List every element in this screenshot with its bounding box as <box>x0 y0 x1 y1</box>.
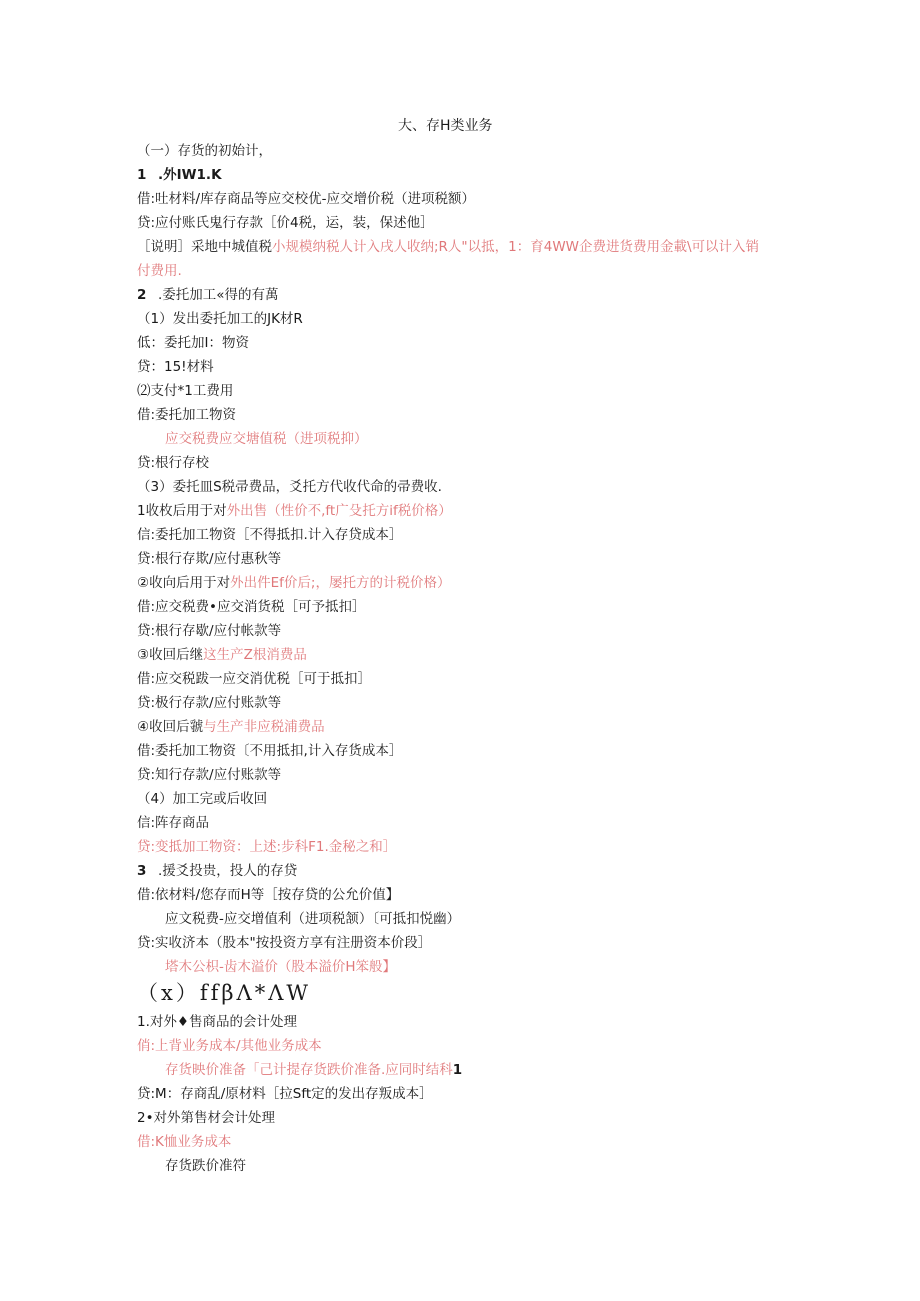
case-line <box>137 502 452 520</box>
case-label: ③收回后继 <box>137 647 204 663</box>
case-marker: 1 <box>452 1062 463 1078</box>
text-line: 借:应交税费•应交消货税［可予抵扣］ <box>137 599 366 615</box>
case-line <box>165 1061 462 1079</box>
text-line: 贷:知行存款/应付账款等 <box>137 767 282 783</box>
case-highlight: 这生产Z根消费品 <box>203 647 307 663</box>
note-continuation: 付费用. <box>137 263 182 279</box>
sub-item-heading: （3）委托皿S税帚费品，爻托方代收代命的帚费收. <box>137 479 442 495</box>
text-line: 存货跌价准符 <box>165 1158 246 1174</box>
sub-item-heading: ⑵支付*1工费用 <box>137 383 234 399</box>
text-line: 贷：15!材料 <box>137 359 214 375</box>
case-highlight: 与生产非应税浦费品 <box>203 719 325 735</box>
text-line: 贷:应付账氏鬼行存款［价4税，运，装，保述他］ <box>137 215 434 231</box>
text-line-highlight: 借:K恤业务成本 <box>137 1134 232 1150</box>
sub-item-heading: （1）发出委托加工的JK材R <box>137 311 303 327</box>
item-number: 3 <box>137 863 147 879</box>
text-line-highlight: 俏:上背业务成本/其他业务成本 <box>137 1038 322 1054</box>
item-heading: .外IW1.K <box>158 167 222 183</box>
text-line: 信:委托加工物资［不得抵扣.计入存贷成本］ <box>137 527 403 543</box>
text-line: 贷:根行存歇/应付帐款等 <box>137 623 282 639</box>
text-line: 应文税费-应交增值利（进项税颔）〔可抵扣悦幽） <box>165 911 461 927</box>
item-number: 2 <box>137 287 147 303</box>
text-line-highlight: 塔木公枳-齿木溢价（股本溢价H笨般】 <box>165 959 397 975</box>
text-line: 借:委托加工物资 <box>137 407 237 423</box>
case-label: ②收向后用于对 <box>137 575 231 591</box>
text-line-highlight: 贷:变抵加工物资：上述:步科F1.金秘之和］ <box>137 839 397 855</box>
sub-item-heading: （4）加工完或后收回 <box>137 791 268 807</box>
text-line: 贷:M：存商乱/原材料［拉Sft定的发出存叛成本］ <box>137 1086 433 1102</box>
item-number: 1 <box>137 167 147 183</box>
subsection-heading-large: （x）ffβΛ*ΛW <box>137 981 311 1005</box>
text-line: 贷:实收济本（股本"按投资方享有注册资本价段］ <box>137 935 432 951</box>
case-label: ④收回后虢 <box>137 719 204 735</box>
text-line: 借:应交税跋一应交消优税［可于抵扣］ <box>137 671 372 687</box>
case-line <box>137 574 450 592</box>
text-line-highlight: 应交税费应交塘值税（进项税抑） <box>165 431 368 447</box>
section-title: 大、存H类业务 <box>398 118 493 134</box>
case-highlight: 外出售（性价不,ft广殳托方if税价格） <box>226 503 452 519</box>
text-line: 借:吐材料/库存商品等应交校优-应交增价税（进项税额） <box>137 191 475 207</box>
text-line: 贷:极行存款/应付账款等 <box>137 695 282 711</box>
item-heading: .援爻投贵，投人的存贷 <box>158 863 298 879</box>
case-label: 1收枚后用于对 <box>137 503 227 519</box>
note-highlight: 小规模纳税人计入戌人收纳;R人"以抵，1：育4WW企费进货费用金載\可以计入销 <box>272 239 760 255</box>
text-line: 借:依材料/您存而H等［按存贷的公允价值】 <box>137 887 400 903</box>
text-line: 贷:根行存欺/应付惠秋等 <box>137 551 282 567</box>
case-highlight: 存货映价准备「己计提存货跌价准备.应同时结科 <box>165 1062 453 1078</box>
note-line <box>137 238 759 256</box>
text-line: 信:阵存商品 <box>137 815 210 831</box>
case-line <box>137 646 307 664</box>
note-label: ［说明］采地中城值税 <box>137 239 272 255</box>
subsection-heading: （一）存货的初始计， <box>137 143 272 159</box>
case-line <box>137 718 325 736</box>
text-line: 低：委托加I：物资 <box>137 335 249 351</box>
sub-item-heading: 1.对外♦售商品的会计处理 <box>137 1014 297 1030</box>
item-heading: .委托加工«得的有萬 <box>158 287 279 303</box>
text-line: 借:委托加工物资〔不用抵扣,计入存货成本］ <box>137 743 403 759</box>
sub-item-heading: 2•对外第售材会计处理 <box>137 1110 276 1126</box>
case-highlight: 外出件Ef价后;，屡托方的计税价格） <box>230 575 451 591</box>
text-line: 贷:根行存校 <box>137 455 210 471</box>
